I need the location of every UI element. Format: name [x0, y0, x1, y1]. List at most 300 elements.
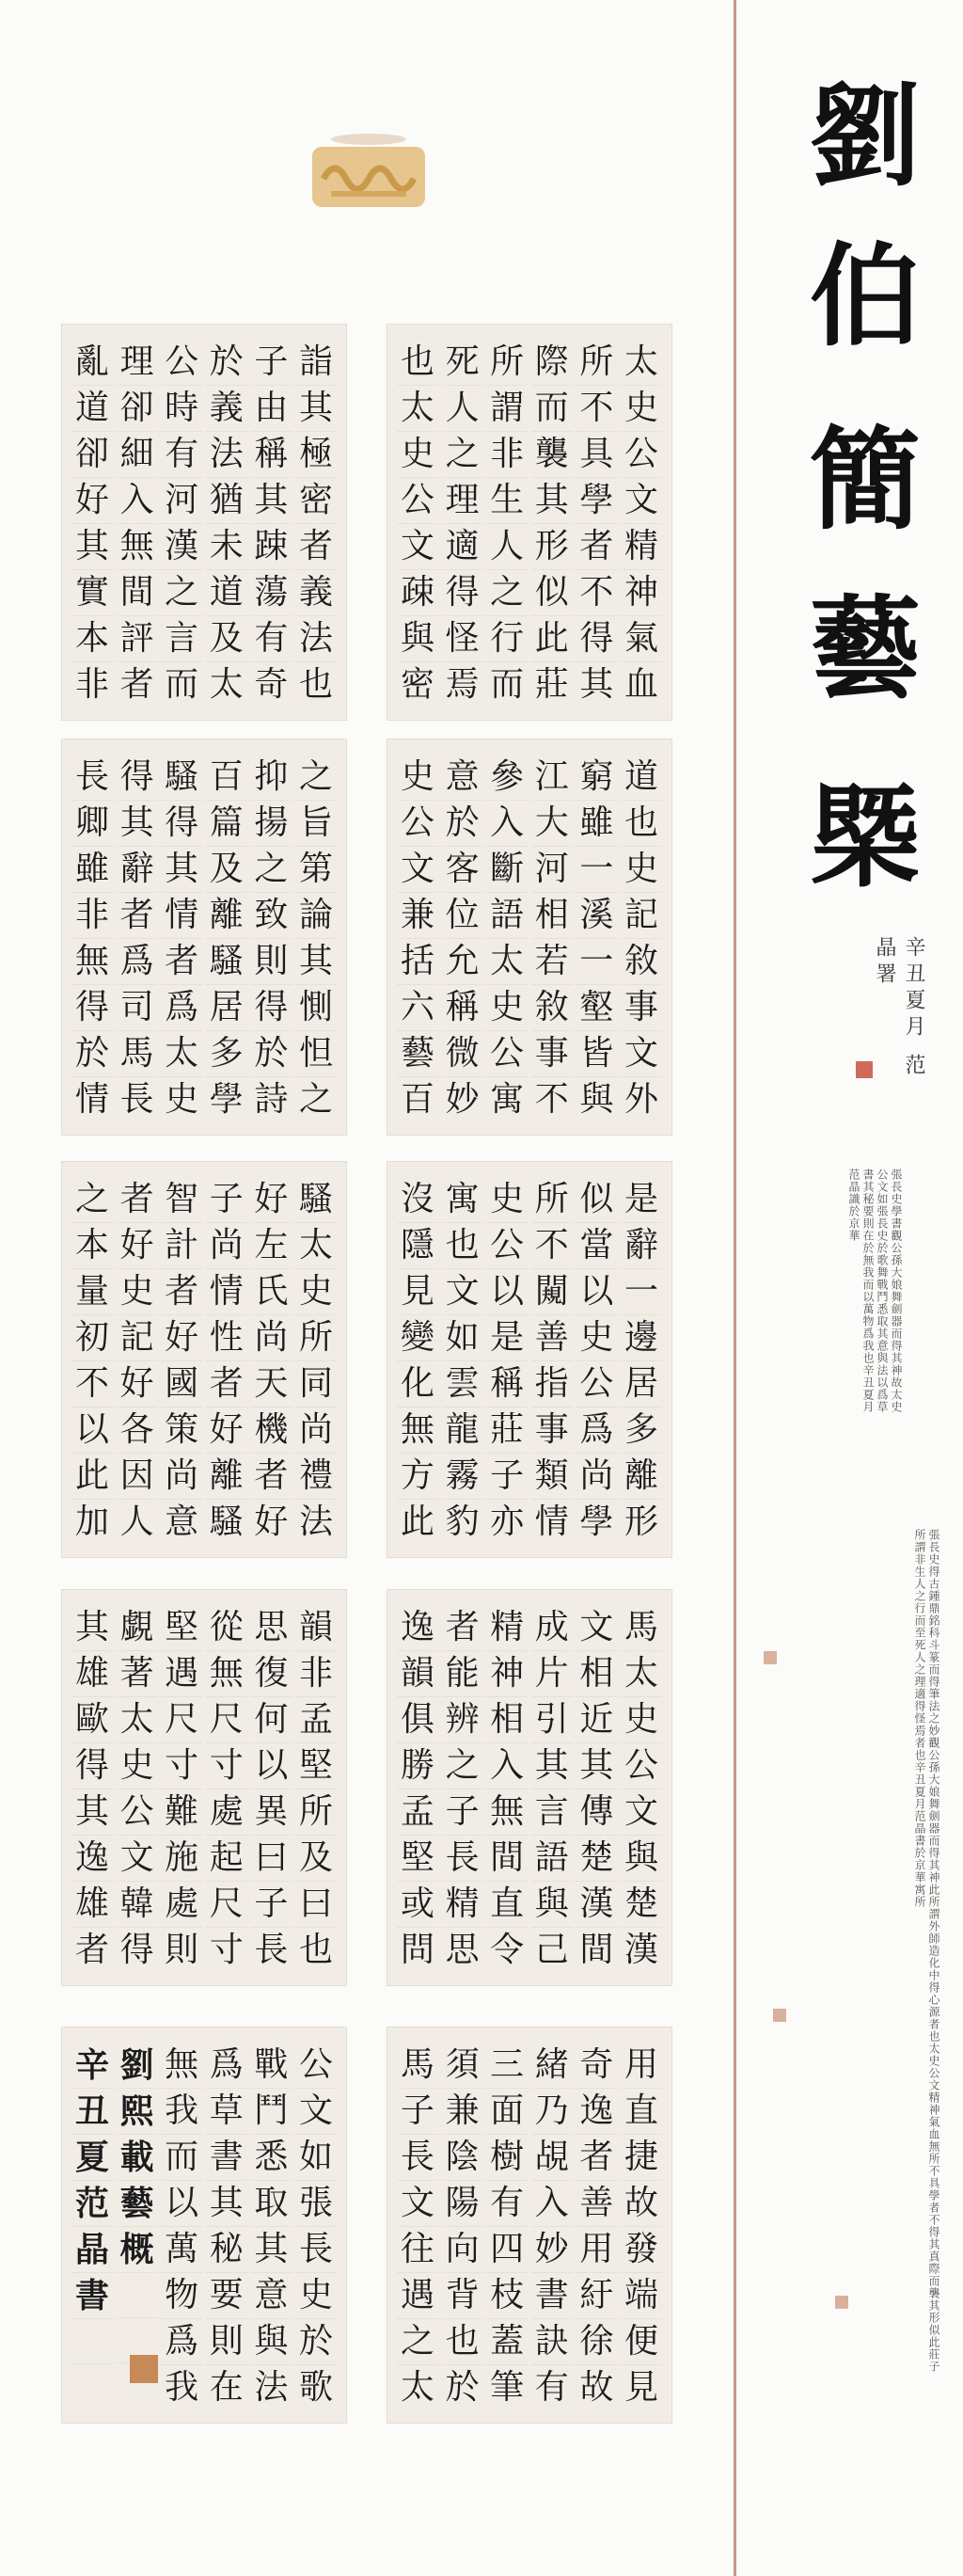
calligraphy-char: 寸 — [209, 1931, 244, 1969]
calligraphy-char: 與 — [531, 1882, 573, 1928]
calligraphy-char: 言 — [531, 1789, 573, 1836]
calligraphy-char: 居 — [206, 985, 247, 1031]
text-column — [161, 755, 202, 1120]
calligraphy-char: 張 — [295, 2181, 337, 2227]
calligraphy-char: 長 — [254, 1931, 289, 1969]
calligraphy-char: 與 — [621, 1836, 662, 1882]
calligraphy-char: 精 — [486, 1605, 528, 1651]
calligraphy-char: 復 — [250, 1651, 292, 1697]
calligraphy-char: 學 — [209, 1080, 244, 1119]
calligraphy-char: 不 — [534, 1080, 569, 1119]
text-column — [442, 755, 483, 1120]
calligraphy-char: 公 — [486, 1223, 528, 1269]
calligraphy-char: 方 — [397, 1454, 438, 1500]
calligraphy-char: 則 — [250, 939, 292, 985]
calligraphy-char: 用 — [576, 2227, 617, 2273]
calligraphy-char: 氏 — [250, 1269, 292, 1315]
text-column — [295, 755, 337, 1120]
calligraphy-char: 得 — [161, 801, 202, 847]
calligraphy-char: 其 — [161, 847, 202, 893]
text-column — [397, 1177, 438, 1542]
calligraphy-char: 卻 — [71, 432, 113, 478]
calligraphy-char: 記 — [117, 1315, 158, 1361]
calligraphy-char: 遇 — [397, 2273, 438, 2319]
calligraphy-char: 精 — [621, 524, 662, 570]
text-column — [71, 755, 113, 1120]
text-column — [486, 755, 528, 1120]
calligraphy-char: 爲 — [161, 2319, 202, 2365]
calligraphy-char: 氣 — [621, 616, 662, 662]
calligraphy-char: 太 — [621, 340, 662, 386]
calligraphy-char: 處 — [206, 1789, 247, 1836]
calligraphy-char: 紆 — [576, 2273, 617, 2319]
calligraphy-char: 公 — [397, 801, 438, 847]
calligraphy-char: 以 — [486, 1269, 528, 1315]
title-seal — [856, 1061, 873, 1078]
calligraphy-char: 詩 — [254, 1080, 289, 1119]
calligraphy-char: 以 — [71, 1407, 113, 1454]
calligraphy-char: 逸 — [397, 1605, 438, 1651]
calligraphy-char: 孟 — [295, 1697, 337, 1743]
calligraphy-char: 此 — [531, 616, 573, 662]
calligraphy-char: 於 — [250, 1031, 292, 1077]
calligraphy-char: 是 — [621, 1177, 662, 1223]
calligraphy-char: 與 — [250, 2319, 292, 2365]
calligraphy-char: 史 — [295, 1269, 337, 1315]
calligraphy-char: 尺 — [206, 1882, 247, 1928]
calligraphy-char — [71, 2319, 113, 2364]
calligraphy-char: 有 — [534, 2368, 569, 2407]
calligraphy-char: 晶 — [71, 2227, 113, 2273]
calligraphy-char: 思 — [445, 1931, 480, 1969]
calligraphy-char: 語 — [486, 893, 528, 939]
calligraphy-char: 言 — [161, 616, 202, 662]
calligraphy-char: 一 — [576, 939, 617, 985]
text-column — [486, 2043, 528, 2408]
calligraphy-char: 入 — [531, 2181, 573, 2227]
calligraphy-char: 面 — [486, 2089, 528, 2135]
calligraphy-char: 堅 — [295, 1743, 337, 1789]
calligraphy-char: 史 — [397, 755, 438, 801]
calligraphy-char: 好 — [117, 1361, 158, 1407]
calligraphy-char: 鬥 — [250, 2089, 292, 2135]
text-column — [442, 340, 483, 705]
calligraphy-char: 情 — [161, 893, 202, 939]
calligraphy-char: 太 — [209, 665, 244, 704]
calligraphy-char: 間 — [486, 1836, 528, 1882]
calligraphy-char: 寸 — [206, 1743, 247, 1789]
calligraphy-char: 史 — [486, 985, 528, 1031]
calligraphy-char: 逸 — [576, 2089, 617, 2135]
calligraphy-char: 熙 — [117, 2089, 158, 2135]
calligraphy-char: 故 — [621, 2181, 662, 2227]
calligraphy-char: 辭 — [117, 847, 158, 893]
calligraphy-char: 子 — [250, 1882, 292, 1928]
calligraphy-char: 要 — [206, 2273, 247, 2319]
calligraphy-char: 所 — [295, 1315, 337, 1361]
calligraphy-char: 逸 — [71, 1836, 113, 1882]
calligraphy-char: 難 — [161, 1789, 202, 1836]
calligraphy-char: 馬 — [621, 1605, 662, 1651]
calligraphy-char: 己 — [534, 1931, 569, 1969]
calligraphy-char: 著 — [117, 1651, 158, 1697]
calligraphy-char: 得 — [250, 985, 292, 1031]
calligraphy-char: 語 — [531, 1836, 573, 1882]
calligraphy-char: 量 — [71, 1269, 113, 1315]
calligraphy-char: 公 — [576, 1361, 617, 1407]
calligraphy-char: 得 — [71, 985, 113, 1031]
calligraphy-char: 爲 — [161, 985, 202, 1031]
calligraphy-char: 太 — [397, 386, 438, 432]
text-column — [250, 340, 292, 705]
calligraphy-char: 事 — [621, 985, 662, 1031]
calligraphy-char: 精 — [442, 1882, 483, 1928]
calligraphy-char: 有 — [250, 616, 292, 662]
calligraphy-char: 寓 — [490, 1080, 525, 1119]
calligraphy-char: 陽 — [442, 2181, 483, 2227]
text-column — [295, 1177, 337, 1542]
text-column — [250, 1605, 292, 1970]
calligraphy-char: 得 — [71, 1743, 113, 1789]
calligraphy-char: 其 — [295, 386, 337, 432]
calligraphy-char: 機 — [250, 1407, 292, 1454]
calligraphy-char: 太 — [295, 1223, 337, 1269]
calligraphy-char: 參 — [486, 755, 528, 801]
calligraphy-char: 於 — [206, 340, 247, 386]
calligraphy-char: 史 — [576, 1315, 617, 1361]
calligraphy-char: 百 — [400, 1080, 434, 1119]
calligraphy-char: 奇 — [254, 665, 289, 704]
calligraphy-char: 也 — [298, 1931, 333, 1969]
calligraphy-char: 卻 — [117, 386, 158, 432]
calligraphy-char: 樹 — [486, 2135, 528, 2181]
calligraphy-char: 雲 — [442, 1361, 483, 1407]
calligraphy-char: 史 — [621, 386, 662, 432]
calligraphy-char: 疎 — [397, 570, 438, 616]
calligraphy-char: 文 — [397, 524, 438, 570]
calligraphy-char: 善 — [531, 1315, 573, 1361]
calligraphy-char: 多 — [206, 1031, 247, 1077]
calligraphy-char: 人 — [119, 1503, 154, 1541]
calligraphy-char: 文 — [397, 847, 438, 893]
calligraphy-char: 徐 — [576, 2319, 617, 2365]
calligraphy-char: 如 — [442, 1315, 483, 1361]
text-column — [621, 755, 662, 1120]
calligraphy-char: 無 — [486, 1789, 528, 1836]
calligraphy-char: 長 — [397, 2135, 438, 2181]
artist-seal — [130, 2355, 158, 2383]
calligraphy-char: 及 — [206, 616, 247, 662]
calligraphy-char: 化 — [397, 1361, 438, 1407]
calligraphy-char: 致 — [250, 893, 292, 939]
calligraphy-char: 往 — [397, 2227, 438, 2273]
calligraphy-char: 爲 — [576, 1407, 617, 1454]
text-column — [206, 1177, 247, 1542]
calligraphy-char: 堅 — [397, 1836, 438, 1882]
calligraphy-char: 者 — [119, 665, 154, 704]
calligraphy-char: 其 — [250, 2227, 292, 2273]
calligraphy-char: 好 — [161, 1315, 202, 1361]
calligraphy-char: 具 — [576, 432, 617, 478]
calligraphy-char: 密 — [295, 478, 337, 524]
calligraphy-char: 指 — [531, 1361, 573, 1407]
calligraphy-char: 尚 — [576, 1454, 617, 1500]
text-column — [250, 1177, 292, 1542]
calligraphy-char: 長 — [295, 2227, 337, 2273]
text-column — [117, 1177, 158, 1542]
calligraphy-char: 之 — [161, 570, 202, 616]
calligraphy-char: 傳 — [576, 1789, 617, 1836]
calligraphy-char: 公 — [295, 2043, 337, 2089]
calligraphy-char: 騷 — [161, 755, 202, 801]
calligraphy-char: 無 — [161, 2043, 202, 2089]
calligraphy-char: 情 — [206, 1269, 247, 1315]
calligraphy-char: 所 — [486, 340, 528, 386]
calligraphy-char: 長 — [71, 755, 113, 801]
calligraphy-char: 問 — [400, 1931, 434, 1969]
calligraphy-char: 記 — [621, 893, 662, 939]
calligraphy-char: 枝 — [486, 2273, 528, 2319]
calligraphy-char: 施 — [161, 1836, 202, 1882]
calligraphy-char: 韻 — [397, 1651, 438, 1697]
annotation-text: 張長史得古鍾鼎銘科斗篆而得筆法之妙觀公孫大娘舞劍器而得其神此所謂外師造化中得心源者也太史公文精神氣血無所不具學者不得其真際而襲其形似此莊子所謂非生人之行而至死人之理適得怪焉者也辛丑夏月范晶書於京華寓所 — [913, 1529, 940, 2373]
calligraphy-char: 其 — [117, 801, 158, 847]
calligraphy-char: 河 — [531, 847, 573, 893]
calligraphy-char: 似 — [531, 570, 573, 616]
calligraphy-char: 歐 — [71, 1697, 113, 1743]
calligraphy-char: 雖 — [71, 847, 113, 893]
text-column — [250, 755, 292, 1120]
calligraphy-char: 曰 — [250, 1836, 292, 1882]
calligraphy-char: 壑 — [576, 985, 617, 1031]
calligraphy-char: 揚 — [250, 801, 292, 847]
calligraphy-char: 公 — [117, 1789, 158, 1836]
calligraphy-char: 際 — [531, 340, 573, 386]
calligraphy-char: 未 — [206, 524, 247, 570]
text-column — [621, 2043, 662, 2408]
calligraphy-char: 而 — [490, 665, 525, 704]
calligraphy-char: 文 — [621, 478, 662, 524]
calligraphy-char: 書 — [206, 2135, 247, 2181]
calligraphy-char: 韻 — [295, 1605, 337, 1651]
calligraphy-char: 藝 — [117, 2181, 158, 2227]
calligraphy-char — [117, 2273, 158, 2318]
calligraphy-char: 秘 — [206, 2227, 247, 2273]
calligraphy-char: 本 — [71, 1223, 113, 1269]
calligraphy-char: 便 — [621, 2319, 662, 2365]
calligraphy-char: 法 — [298, 1503, 333, 1541]
calligraphy-char: 情 — [74, 1080, 109, 1119]
calligraphy-char: 得 — [442, 570, 483, 616]
calligraphy-char: 太 — [117, 1697, 158, 1743]
calligraphy-char: 相 — [576, 1651, 617, 1697]
text-column — [621, 340, 662, 705]
calligraphy-char: 者 — [161, 1269, 202, 1315]
calligraphy-char: 類 — [531, 1454, 573, 1500]
calligraphy-char: 似 — [576, 1177, 617, 1223]
calligraphy-char: 理 — [117, 340, 158, 386]
text-column — [531, 1605, 573, 1970]
calligraphy-char: 尚 — [161, 1454, 202, 1500]
calligraphy-char: 子 — [397, 2089, 438, 2135]
calligraphy-char: 天 — [250, 1361, 292, 1407]
calligraphy-char: 道 — [206, 570, 247, 616]
calligraphy-char: 如 — [295, 2135, 337, 2181]
calligraphy-char: 書 — [71, 2273, 113, 2319]
calligraphy-char: 同 — [295, 1361, 337, 1407]
text-panel — [387, 2027, 671, 2423]
calligraphy-char: 意 — [250, 2273, 292, 2319]
calligraphy-char: 好 — [206, 1407, 247, 1454]
calligraphy-char: 策 — [161, 1407, 202, 1454]
calligraphy-char: 騷 — [295, 1177, 337, 1223]
calligraphy-char: 義 — [295, 570, 337, 616]
calligraphy-char: 理 — [442, 478, 483, 524]
calligraphy-char: 子 — [486, 1454, 528, 1500]
calligraphy-char: 直 — [486, 1882, 528, 1928]
calligraphy-char: 之 — [71, 1177, 113, 1223]
calligraphy-char: 史 — [621, 847, 662, 893]
calligraphy-char: 其 — [250, 478, 292, 524]
calligraphy-char: 六 — [397, 985, 438, 1031]
calligraphy-char: 善 — [576, 2181, 617, 2227]
calligraphy-char: 霧 — [442, 1454, 483, 1500]
calligraphy-char: 龍 — [442, 1407, 483, 1454]
calligraphy-char: 見 — [397, 1269, 438, 1315]
calligraphy-char: 性 — [206, 1315, 247, 1361]
calligraphy-char: 事 — [531, 1407, 573, 1454]
calligraphy-char: 公 — [161, 340, 202, 386]
calligraphy-char: 文 — [576, 1605, 617, 1651]
calligraphy-char: 也 — [298, 665, 333, 704]
calligraphy-char: 兼 — [442, 2089, 483, 2135]
text-column — [397, 340, 438, 705]
text-panel — [62, 2027, 346, 2423]
calligraphy-char: 公 — [397, 478, 438, 524]
text-column — [531, 2043, 573, 2408]
calligraphy-char: 令 — [490, 1931, 525, 1969]
calligraphy-char: 不 — [71, 1361, 113, 1407]
calligraphy-char: 者 — [117, 1177, 158, 1223]
calligraphy-char: 也 — [442, 1223, 483, 1269]
calligraphy-char: 筆 — [490, 2368, 525, 2407]
calligraphy-char: 者 — [576, 524, 617, 570]
calligraphy-char: 學 — [576, 478, 617, 524]
calligraphy-char: 馬 — [397, 2043, 438, 2089]
calligraphy-char: 蕩 — [250, 570, 292, 616]
calligraphy-char: 悉 — [250, 2135, 292, 2181]
calligraphy-char: 遇 — [161, 1651, 202, 1697]
text-panel — [62, 325, 346, 720]
calligraphy-char: 尺 — [161, 1697, 202, 1743]
text-panel — [387, 739, 671, 1135]
calligraphy-char: 由 — [250, 386, 292, 432]
calligraphy-char: 入 — [486, 1743, 528, 1789]
text-column — [442, 1605, 483, 1970]
calligraphy-char: 四 — [486, 2227, 528, 2273]
text-column — [397, 1605, 438, 1970]
title-char: 伯 — [809, 231, 921, 361]
calligraphy-char: 覘 — [531, 2135, 573, 2181]
calligraphy-char: 楚 — [576, 1836, 617, 1882]
calligraphy-char: 法 — [295, 616, 337, 662]
calligraphy-char: 旨 — [295, 801, 337, 847]
text-column — [621, 1177, 662, 1542]
calligraphy-char: 間 — [117, 570, 158, 616]
calligraphy-char: 此 — [71, 1454, 113, 1500]
text-column — [117, 755, 158, 1120]
calligraphy-char: 血 — [624, 665, 658, 704]
calligraphy-char: 卿 — [71, 801, 113, 847]
calligraphy-char: 則 — [165, 1931, 199, 1969]
calligraphy-char: 溪 — [576, 893, 617, 939]
calligraphy-char: 萬 — [161, 2227, 202, 2273]
calligraphy-char: 江 — [531, 755, 573, 801]
calligraphy-char: 草 — [206, 2089, 247, 2135]
calligraphy-char: 踈 — [250, 524, 292, 570]
calligraphy-char: 敘 — [531, 985, 573, 1031]
calligraphy-char: 司 — [117, 985, 158, 1031]
text-column — [576, 755, 617, 1120]
calligraphy-char: 百 — [206, 755, 247, 801]
calligraphy-char: 異 — [250, 1789, 292, 1836]
calligraphy-char: 與 — [579, 1080, 614, 1119]
calligraphy-char: 好 — [250, 1177, 292, 1223]
calligraphy-char: 離 — [206, 1454, 247, 1500]
calligraphy-char: 外 — [624, 1080, 658, 1119]
calligraphy-char: 智 — [161, 1177, 202, 1223]
calligraphy-char: 闚 — [531, 1269, 573, 1315]
calligraphy-char: 詣 — [295, 340, 337, 386]
calligraphy-char: 入 — [486, 801, 528, 847]
calligraphy-char: 妙 — [531, 2227, 573, 2273]
calligraphy-char: 能 — [442, 1651, 483, 1697]
calligraphy-char: 其 — [71, 1789, 113, 1836]
calligraphy-char: 莊 — [534, 665, 569, 704]
calligraphy-char: 非 — [486, 432, 528, 478]
calligraphy-char: 者 — [576, 2135, 617, 2181]
text-column — [117, 2043, 158, 2408]
seal-mark — [773, 2009, 786, 2022]
calligraphy-char — [71, 2364, 113, 2409]
text-column — [397, 755, 438, 1120]
text-column — [397, 2043, 438, 2408]
calligraphy-char: 物 — [161, 2273, 202, 2319]
calligraphy-char: 子 — [442, 1789, 483, 1836]
calligraphy-char: 太 — [486, 939, 528, 985]
calligraphy-char: 以 — [250, 1743, 292, 1789]
calligraphy-char: 公 — [621, 432, 662, 478]
calligraphy-char: 范 — [71, 2181, 113, 2227]
text-column — [295, 2043, 337, 2408]
calligraphy-char: 我 — [161, 2089, 202, 2135]
text-column — [71, 1177, 113, 1542]
calligraphy-char: 所 — [295, 1789, 337, 1836]
calligraphy-char: 加 — [74, 1503, 109, 1541]
calligraphy-char: 襲 — [531, 432, 573, 478]
calligraphy-char: 所 — [576, 340, 617, 386]
calligraphy-char: 漢 — [624, 1931, 658, 1969]
calligraphy-char: 無 — [71, 939, 113, 985]
calligraphy-char: 事 — [531, 1031, 573, 1077]
calligraphy-char: 爲 — [206, 2043, 247, 2089]
text-column — [295, 340, 337, 705]
calligraphy-char: 騷 — [206, 939, 247, 985]
calligraphy-char: 其 — [71, 524, 113, 570]
calligraphy-char: 焉 — [445, 665, 480, 704]
calligraphy-char: 韓 — [117, 1882, 158, 1928]
text-column — [117, 1605, 158, 1970]
